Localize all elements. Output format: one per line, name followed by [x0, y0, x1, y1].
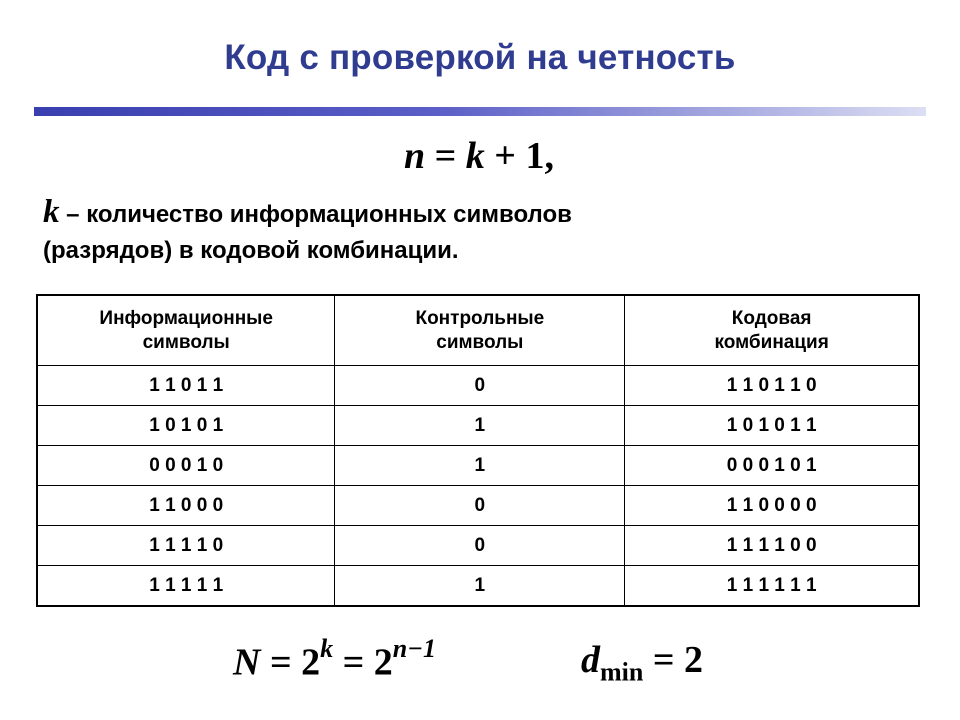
- formula-d-symbol: d: [581, 639, 600, 681]
- cell-info: 1 1 1 1 0: [37, 526, 335, 566]
- cell-info: 1 1 1 1 1: [37, 566, 335, 607]
- formula-n-plus: +: [494, 135, 516, 177]
- parity-code-table: [36, 294, 920, 607]
- cell-control: 0: [335, 366, 625, 406]
- formula-N-eq1: =: [269, 641, 292, 684]
- cell-control: 0: [335, 526, 625, 566]
- formula-N-base2: 2: [373, 641, 393, 684]
- table-row: [37, 406, 919, 446]
- header-code-combination: Кодовая комбинация: [625, 295, 919, 366]
- formula-min-distance: [581, 638, 703, 688]
- cell-info: 1 1 0 0 0: [37, 486, 335, 526]
- formula-N-exp2: n−1: [392, 634, 436, 663]
- formula-N-eq2: =: [342, 641, 365, 684]
- cell-control: 1: [335, 406, 625, 446]
- cell-control: 1: [335, 566, 625, 607]
- k-variable: k: [43, 194, 60, 230]
- cell-control: 0: [335, 486, 625, 526]
- k-definition-line2: (разрядов) в кодовой комбинации.: [43, 237, 459, 264]
- table-row: [37, 486, 919, 526]
- formula-N-base1: 2: [301, 641, 321, 684]
- k-definition-line1: – количество информационных символов: [66, 201, 572, 228]
- formula-code-count: [233, 634, 436, 685]
- header-control-symbols: Контрольные символы: [335, 295, 625, 366]
- formula-N-exp1: k: [320, 634, 334, 663]
- cell-code: 0 0 0 1 0 1: [625, 446, 919, 486]
- table-header-row: [37, 295, 919, 366]
- formula-N-lhs: N: [233, 641, 261, 684]
- formula-n-lhs: n: [404, 135, 426, 177]
- formula-d-subscript: min: [600, 657, 644, 687]
- cell-code: 1 1 1 1 0 0: [625, 526, 919, 566]
- cell-code: 1 1 0 1 1 0: [625, 366, 919, 406]
- cell-code: 1 1 1 1 1 1: [625, 566, 919, 607]
- formula-n-eq: =: [434, 135, 457, 177]
- formula-n-k: k: [465, 135, 485, 177]
- table-row: [37, 526, 919, 566]
- k-definition: [43, 194, 923, 269]
- title-divider: [34, 107, 926, 116]
- cell-control: 1: [335, 446, 625, 486]
- formula-code-length: [404, 134, 554, 178]
- formula-d-eq: =: [652, 639, 675, 681]
- header-info-symbols: Информационные символы: [37, 295, 335, 366]
- table-row: [37, 366, 919, 406]
- cell-info: 0 0 0 1 0: [37, 446, 335, 486]
- formula-d-value: 2: [684, 639, 703, 681]
- cell-code: 1 0 1 0 1 1: [625, 406, 919, 446]
- cell-code: 1 1 0 0 0 0: [625, 486, 919, 526]
- slide-title: Код с проверкой на четность: [224, 38, 736, 77]
- cell-info: 1 0 1 0 1: [37, 406, 335, 446]
- formula-n-rest: 1,: [525, 135, 554, 177]
- table-row: [37, 446, 919, 486]
- table-row: [37, 566, 919, 607]
- cell-info: 1 1 0 1 1: [37, 366, 335, 406]
